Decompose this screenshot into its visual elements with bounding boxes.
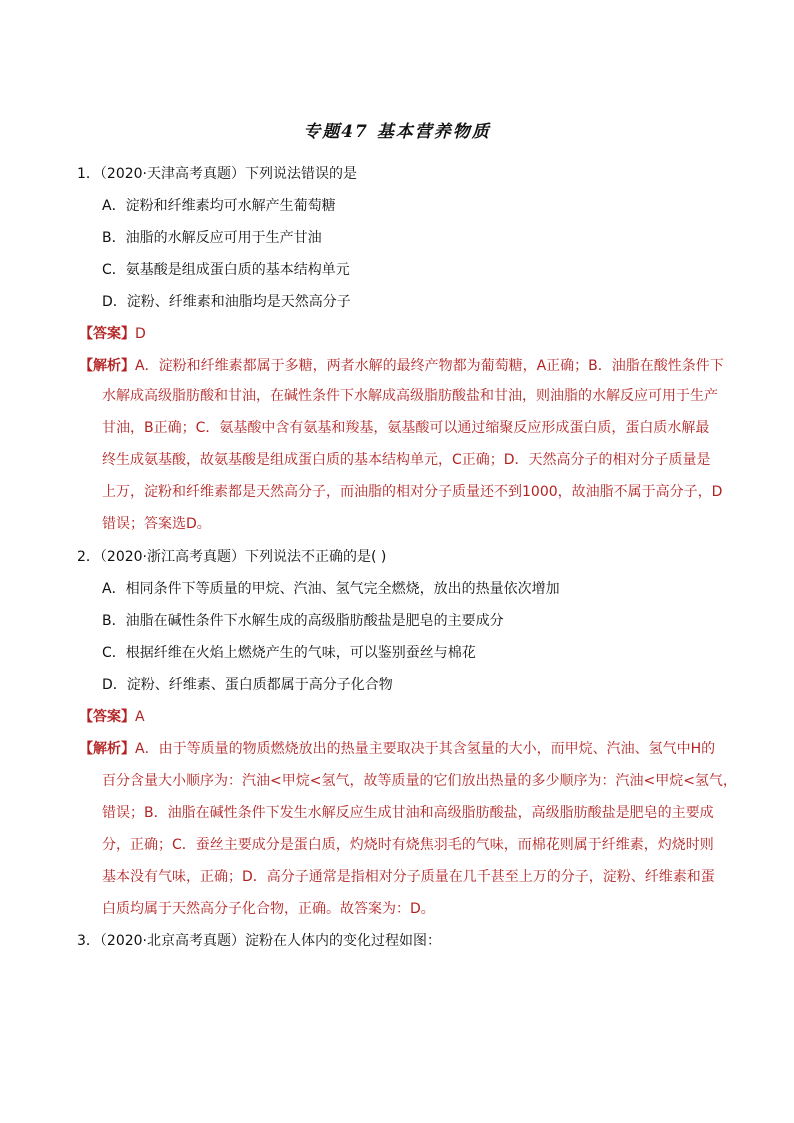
question-2-analysis-line-6: 白质均属于天然高分子化合物，正确。故答案为：D。: [102, 901, 435, 917]
analysis-text: A．由于等质量的物质燃烧放出的热量主要取决于其含氢量的大小，而甲烷、汽油、氢气中H的: [135, 741, 716, 757]
answer-value: A: [135, 709, 145, 725]
question-1-option-a: A．淀粉和纤维素均可水解产生葡萄糖: [102, 198, 336, 214]
question-2-stem: 2．（2020·浙江高考真题）下列说法不正确的是( ): [77, 549, 387, 565]
question-1-answer: [79, 324, 146, 344]
answer-value: D: [135, 326, 146, 342]
question-2-option-a: A．相同条件下等质量的甲烷、汽油、氢气完全燃烧，放出的热量依次增加: [102, 581, 560, 597]
question-1-analysis-line-5: 上万，淀粉和纤维素都是天然高分子，而油脂的相对分子质量还不到1000，故油脂不属于高分子，D: [102, 484, 723, 500]
question-2-option-c: C．根据纤维在火焰上燃烧产生的气味，可以鉴别蚕丝与棉花: [102, 645, 476, 661]
analysis-text: A．淀粉和纤维素都属于多糖，两者水解的最终产物都为葡萄糖，A正确；B．油脂在酸性条件下: [135, 358, 724, 374]
answer-tag: 【答案】: [79, 326, 135, 342]
question-1-analysis-line-4: 终生成氨基酸，故氨基酸是组成蛋白质的基本结构单元，C正确；D．天然高分子的相对分子质量是: [102, 452, 711, 468]
page-title: 专题47 基本营养物质: [303, 122, 491, 142]
question-3-stem: 3．（2020·北京高考真题）淀粉在人体内的变化过程如图：: [77, 933, 441, 949]
question-2-option-d: D．淀粉、纤维素、蛋白质都属于高分子化合物: [102, 677, 393, 693]
question-1-option-d: D．淀粉、纤维素和油脂均是天然高分子: [102, 294, 351, 310]
question-2-answer: [79, 707, 145, 727]
question-2-option-b: B．油脂在碱性条件下水解生成的高级脂肪酸盐是肥皂的主要成分: [102, 613, 504, 629]
question-1-stem: 1．（2020·天津高考真题）下列说法错误的是: [77, 166, 357, 182]
analysis-tag: 【解析】: [79, 741, 135, 757]
question-1-analysis-line-2: 水解成高级脂肪酸和甘油，在碱性条件下水解成高级脂肪酸盐和甘油，则油脂的水解反应可用于生产: [102, 388, 718, 404]
answer-tag: 【答案】: [79, 709, 135, 725]
question-1-option-c: C．氨基酸是组成蛋白质的基本结构单元: [102, 262, 350, 278]
question-2-analysis-line-3: 错误；B．油脂在碱性条件下发生水解反应生成甘油和高级脂肪酸盐，高级脂肪酸盐是肥皂的主要成: [102, 805, 714, 821]
question-1-analysis-line-3: 甘油，B正确；C．氨基酸中含有氨基和羧基，氨基酸可以通过缩聚反应形成蛋白质，蛋白质水解最: [102, 420, 710, 436]
question-1-option-b: B．油脂的水解反应可用于生产甘油: [102, 230, 322, 246]
question-2-analysis-line-5: 基本没有气味，正确；D．高分子通常是指相对分子质量在几千甚至上万的分子，淀粉、纤维素和蛋: [102, 869, 715, 885]
question-2-analysis-line-2: 百分含量大小顺序为：汽油<甲烷<氢气，故等质量的它们放出热量的多少顺序为：汽油<甲烷<氢气，: [102, 773, 737, 789]
analysis-tag: 【解析】: [79, 358, 135, 374]
question-2-analysis-line-4: 分，正确；C．蚕丝主要成分是蛋白质，灼烧时有烧焦羽毛的气味，而棉花则属于纤维素，灼烧时则: [102, 837, 714, 853]
question-2-analysis-line-1: [79, 739, 715, 759]
question-1-analysis-line-1: [79, 356, 724, 376]
question-1-analysis-line-6: 错误；答案选D。: [102, 516, 211, 532]
